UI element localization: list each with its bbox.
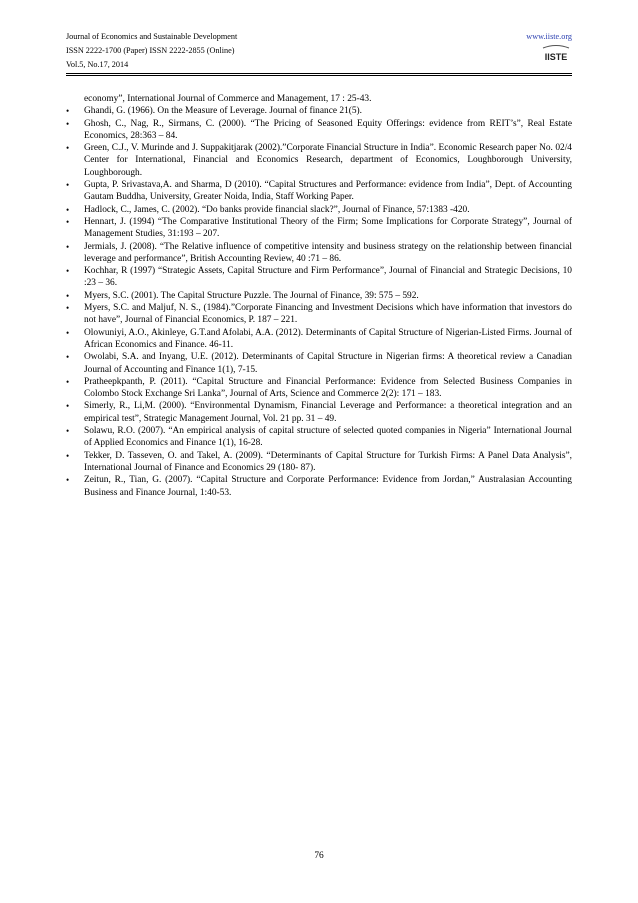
reference-text: Pratheepkpanth, P. (2011). “Capital Structure and Financial Performance: Evidence from Selected Business Companies in Colombo Stock Exchange Sri Lanka”, Journal of Arts, Science and Commerce 2(2): 171 – 183. — [84, 376, 572, 400]
reference-text: Ghosh, C., Nag, R., Sirmans, C. (2000). “The Pricing of Seasoned Equity Offerings: evidence from REIT’s”, Real Estate Economics, 28:363 – 84. — [84, 118, 572, 141]
reference-item — [66, 216, 572, 241]
bullet-icon: • — [66, 426, 70, 437]
bullet-icon: • — [66, 118, 70, 129]
iiste-logo — [541, 45, 571, 63]
bullet-icon: • — [66, 450, 70, 461]
bullet-icon: • — [66, 241, 70, 252]
header-rule-secondary — [66, 75, 572, 76]
reference-text: Hadlock, C., James, C. (2002). “Do banks provide financial slack?”, Journal of Finance, 57:1383 -420. — [84, 204, 470, 215]
reference-text: Green, C.J., V. Murinde and J. Suppakitjarak (2002).”Corporate Financial Structure in India”. Economic Research paper No. 02/4 Center for International, Financial and Economics Research, department of Economics, Loughborough University, Loughborough. — [84, 143, 572, 178]
reference-text: Olowuniyi, A.O., Akinleye, G.T.and Afolabi, A.A. (2012). Determinants of Capital Structure of Nigerian-Listed Firms. Journal of African Economics and Finance. 46-11. — [84, 327, 572, 350]
bullet-icon: • — [66, 401, 70, 412]
reference-text: Simerly, R., Li,M. (2000). “Environmental Dynamism, Financial Leverage and Performance: a theoretical integration and an empirical test”, Strategic Management Journal, Vol. 21 pp. 31 – 49. — [84, 401, 572, 424]
bullet-icon: • — [66, 266, 70, 277]
bullet-icon: • — [66, 143, 70, 154]
logo-text: IISTE — [544, 52, 568, 62]
bullet-icon: • — [66, 376, 70, 387]
reference-item — [66, 376, 572, 401]
reference-text: Jermials, J. (2008). “The Relative influence of competitive intensity and business strategy on the relationship between financial leverage and performance”, British Accounting Review, 40 :71 – 86. — [84, 241, 572, 264]
reference-text: Myers, S.C. (2001). The Capital Structure Puzzle. The Journal of Finance, 39: 575 – 592. — [84, 290, 419, 301]
reference-text: Myers, S.C. and Maljuf, N. S., (1984).”Corporate Financing and Investment Decisions which have information that investors do not have”, Journal of Financial Economics, P. 187 – 221. — [84, 303, 572, 326]
reference-item — [66, 118, 572, 143]
header-rule — [66, 73, 572, 74]
reference-item — [66, 450, 572, 475]
reference-text: Gupta, P. Srivastava,A. and Sharma, D (2010). “Capital Structures and Performance: evidence from India”, Dept. of Accounting Gautam Buddha, University, Greater Noida, India, Staff Working Paper. — [84, 180, 572, 203]
reference-item — [66, 302, 572, 327]
issn-line: ISSN 2222-1700 (Paper) ISSN 2222-2855 (Online) — [66, 46, 235, 55]
reference-text: Zeitun, R., Tian, G. (2007). “Capital Structure and Corporate Performance: Evidence from Jordan,” Australasian Accounting Business and Finance Journal, 1:40-53. — [84, 475, 572, 498]
bullet-icon: • — [66, 327, 70, 338]
bullet-icon: • — [66, 204, 70, 215]
reference-item — [66, 351, 572, 376]
reference-list — [66, 93, 572, 499]
reference-text: Hennart, J. (1994) “The Comparative Institutional Theory of the Firm; Some Implications for Corporate Strategy”, Journal of Management Studies, 31:193 – 207. — [84, 216, 572, 240]
page-header — [66, 30, 572, 90]
reference-item — [66, 179, 572, 204]
reference-item — [66, 142, 572, 179]
bullet-icon: • — [66, 475, 70, 486]
reference-text: Owolabi, S.A. and Inyang, U.E. (2012). Determinants of Capital Structure in Nigerian firms: A theoretical review a Canadian Journal of Accounting and Finance 1(1), 7-15. — [84, 352, 572, 375]
reference-item — [66, 265, 572, 290]
bullet-icon: • — [66, 290, 70, 301]
reference-text: Tekker, D. Tasseven, O. and Takel, A. (2009). “Determinants of Capital Structure for Turkish Firms: A Panel Data Analysis”, International Journal of Finance and Economics 29 (180- 87). — [84, 450, 572, 473]
bullet-icon: • — [66, 352, 70, 363]
bullet-icon: • — [66, 216, 70, 227]
reference-item — [66, 241, 572, 266]
journal-title: Journal of Economics and Sustainable Development — [66, 32, 238, 41]
reference-item — [66, 425, 572, 450]
reference-continuation: economy”, International Journal of Commerce and Management, 17 : 25-43. — [84, 94, 372, 104]
reference-text: Ghandi, G. (1966). On the Measure of Leverage. Journal of finance 21(5). — [84, 106, 363, 117]
reference-item — [66, 290, 572, 302]
reference-item — [66, 327, 572, 352]
reference-item — [66, 204, 572, 216]
journal-website-link[interactable]: www.iiste.org — [526, 32, 572, 41]
bullet-icon: • — [66, 180, 70, 191]
reference-item — [66, 105, 572, 117]
bullet-icon: • — [66, 303, 70, 314]
page-number: 76 — [314, 851, 324, 861]
reference-text: Kochhar, R (1997) “Strategic Assets, Capital Structure and Firm Performance”, Journal of Financial and Strategic Decisions, 10 :23 – 36. — [84, 266, 572, 289]
bullet-icon: • — [66, 106, 70, 117]
volume-line: Vol.5, No.17, 2014 — [66, 60, 129, 69]
reference-item — [66, 400, 572, 425]
reference-text: Solawu, R.O. (2007). “An empirical analysis of capital structure of selected quoted companies in Nigeria” International Journal of Applied Economics and Finance 1(1), 16-28. — [84, 426, 572, 449]
reference-item — [66, 474, 572, 499]
